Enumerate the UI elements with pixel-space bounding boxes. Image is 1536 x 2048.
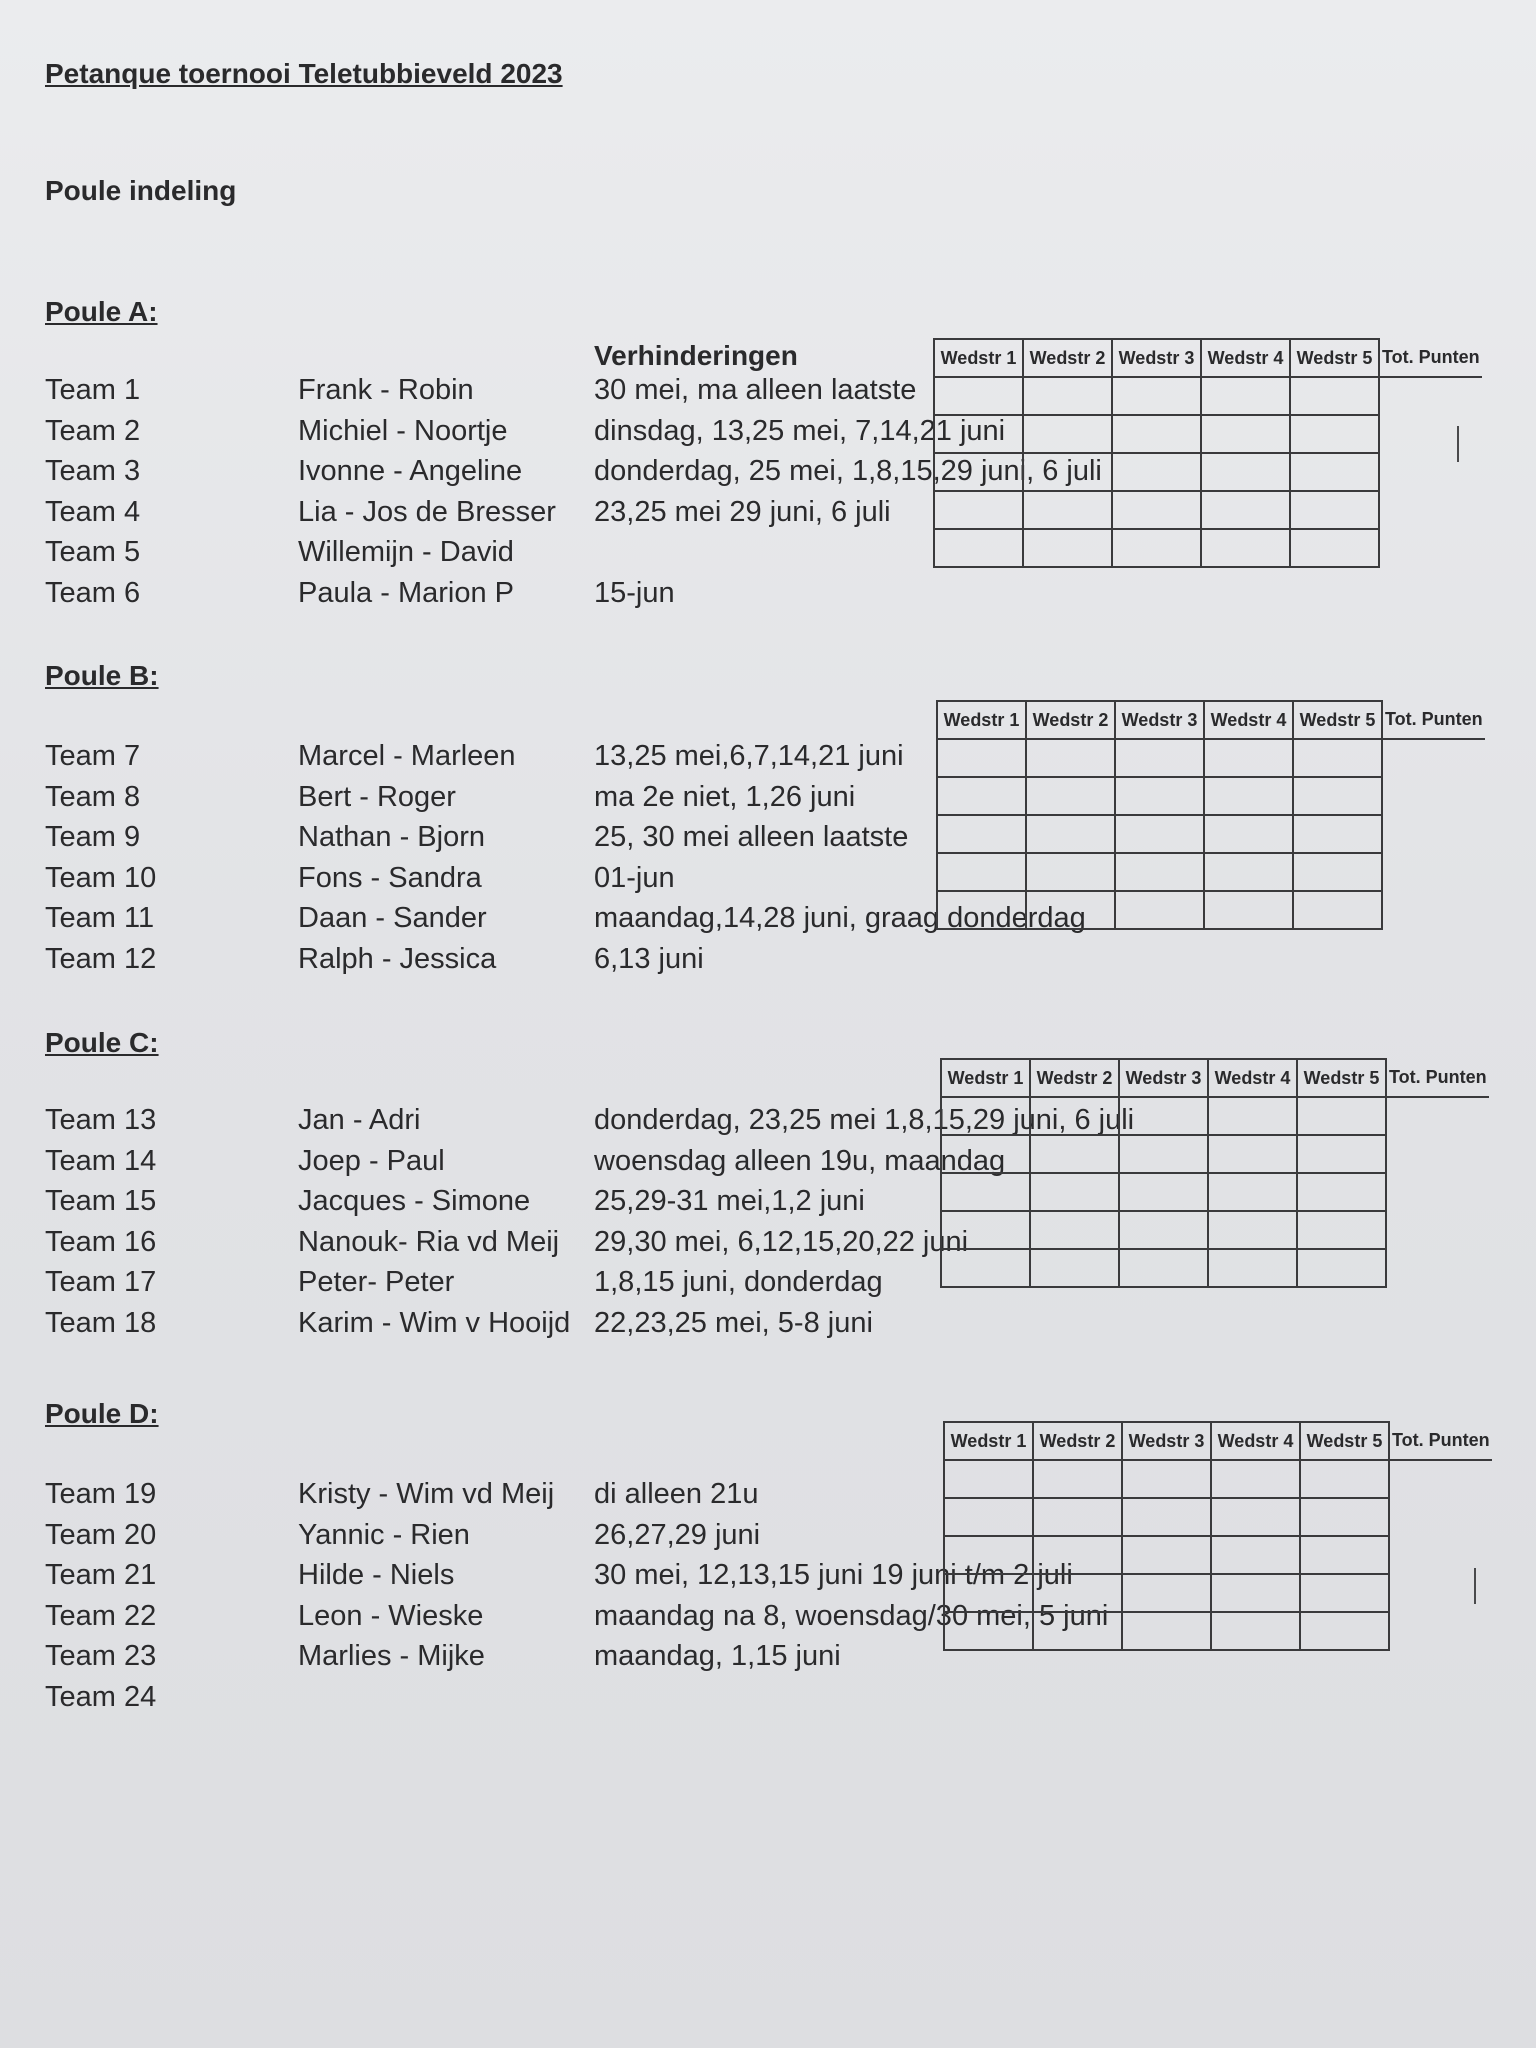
team-name: Team 10 (45, 861, 157, 894)
poule-heading: Poule A: (45, 296, 158, 327)
team-players: Nanouk- Ria vd Meij (298, 1225, 560, 1258)
team-players: Hilde - Niels (298, 1559, 455, 1592)
grid-header: Wedstr 2 (1030, 1059, 1119, 1097)
team-players: Jacques - Simone (298, 1185, 531, 1218)
team-absence: 1,8,15 juni, donderdag (594, 1266, 883, 1299)
team-absence: maandag na 8, woensdag/30 mei, 5 juni (594, 1599, 1109, 1632)
document-title: Petanque toernooi Teletubbieveld 2023 (45, 58, 563, 89)
grid-header: Wedstr 1 (937, 701, 1026, 739)
score-cell (1122, 1536, 1211, 1574)
score-cell (1023, 453, 1112, 491)
score-cell (1208, 1249, 1297, 1287)
score-cell (934, 377, 1023, 415)
score-cell (1119, 1211, 1208, 1249)
grid-header: Tot. Punten (1389, 1422, 1492, 1460)
team-name: Team 9 (45, 821, 141, 854)
score-cell (1204, 853, 1293, 891)
team-absence: 25,29-31 mei,1,2 juni (594, 1185, 865, 1218)
team-absence: 30 mei, ma alleen laatste (594, 374, 917, 406)
score-cell (1201, 453, 1290, 491)
score-cell (1293, 739, 1382, 777)
score-cell (1033, 1536, 1122, 1574)
poule-heading: Poule C: (45, 1027, 159, 1058)
score-cell (1204, 891, 1293, 929)
score-cell (1033, 1498, 1122, 1536)
grid-header: Wedstr 1 (941, 1059, 1030, 1097)
score-cell (1112, 415, 1201, 453)
score-cell (1300, 1574, 1389, 1612)
grid-header: Wedstr 3 (1122, 1422, 1211, 1460)
score-cell (1290, 377, 1379, 415)
team-players: Marcel - Marleen (298, 740, 516, 772)
grid-header: Wedstr 5 (1290, 339, 1379, 377)
team-players: Ralph - Jessica (298, 943, 497, 975)
score-cell (934, 491, 1023, 529)
score-cell (934, 529, 1023, 567)
score-cell (1382, 815, 1485, 853)
score-cell (1023, 415, 1112, 453)
score-cell (1382, 891, 1485, 929)
score-cell (1379, 415, 1482, 453)
score-cell (1201, 377, 1290, 415)
score-cell (1389, 1460, 1492, 1498)
score-cell (1026, 891, 1115, 929)
team-name: Team 7 (45, 740, 141, 772)
team-name: Team 20 (45, 1518, 157, 1551)
score-cell (1389, 1574, 1492, 1612)
team-absence: 30 mei, 12,13,15 juni 19 juni t/m 2 juli (594, 1559, 1073, 1592)
team-absence: 29,30 mei, 6,12,15,20,22 juni (594, 1225, 969, 1258)
team-players: Bert - Roger (298, 780, 456, 813)
team-name: Team 14 (45, 1144, 157, 1177)
score-cell (1211, 1460, 1300, 1498)
score-cell (1115, 815, 1204, 853)
team-absence: donderdag, 23,25 mei 1,8,15,29 juni, 6 juli (594, 1104, 1135, 1136)
team-absence: 23,25 mei 29 juni, 6 juli (594, 495, 891, 528)
team-name: Team 12 (45, 943, 157, 975)
grid-header: Wedstr 2 (1023, 339, 1112, 377)
score-cell (1290, 529, 1379, 567)
grid-header: Tot. Punten (1382, 701, 1485, 739)
team-absence: di alleen 21u (594, 1478, 759, 1510)
grid-header: Wedstr 4 (1208, 1059, 1297, 1097)
score-cell (1115, 853, 1204, 891)
score-grid (940, 1058, 1489, 1288)
score-cell (941, 1249, 1030, 1287)
score-cell (1208, 1173, 1297, 1211)
team-players: Jan - Adri (298, 1104, 421, 1136)
team-name: Team 8 (45, 780, 141, 813)
score-cell (1115, 777, 1204, 815)
score-cell (1112, 491, 1201, 529)
team-name: Team 4 (45, 495, 141, 528)
poule-heading: Poule B: (45, 660, 159, 691)
score-cell (1201, 529, 1290, 567)
team-players: Karim - Wim v Hooijd (298, 1307, 571, 1339)
score-cell (1293, 853, 1382, 891)
score-cell (1300, 1498, 1389, 1536)
score-cell (941, 1097, 1030, 1135)
score-cell (1115, 891, 1204, 929)
team-absence: 26,27,29 juni (594, 1518, 761, 1551)
team-players: Joep - Paul (298, 1144, 445, 1177)
score-cell (1300, 1536, 1389, 1574)
score-cell (1030, 1249, 1119, 1287)
score-cell (1379, 453, 1482, 491)
grid-header: Wedstr 4 (1211, 1422, 1300, 1460)
team-name: Team 13 (45, 1104, 157, 1136)
team-name: Team 22 (45, 1599, 157, 1632)
team-name: Team 17 (45, 1266, 157, 1299)
team-players: Yannic - Rien (298, 1518, 470, 1551)
score-cell (1208, 1097, 1297, 1135)
score-cell (1290, 415, 1379, 453)
score-cell (1119, 1135, 1208, 1173)
score-cell (1211, 1536, 1300, 1574)
team-players: Paula - Marion P (298, 577, 514, 609)
score-grid (936, 700, 1485, 930)
team-absence: ma 2e niet, 1,26 juni (594, 780, 856, 813)
team-players: Michiel - Noortje (298, 414, 508, 447)
grid-header: Tot. Punten (1379, 339, 1482, 377)
score-cell (937, 739, 1026, 777)
score-cell (1389, 1498, 1492, 1536)
team-absence: 25, 30 mei alleen laatste (594, 821, 909, 854)
score-cell (1293, 777, 1382, 815)
team-row (0, 577, 1536, 617)
score-cell (1033, 1612, 1122, 1650)
grid-header: Tot. Punten (1386, 1059, 1489, 1097)
team-absence: donderdag, 25 mei, 1,8,15,29 juni, 6 juli (594, 455, 1102, 488)
score-cell (1204, 777, 1293, 815)
team-players: Fons - Sandra (298, 861, 482, 894)
score-cell (941, 1211, 1030, 1249)
poule-heading: Poule D: (45, 1398, 159, 1429)
score-cell (1030, 1211, 1119, 1249)
score-cell (1379, 529, 1482, 567)
team-name: Team 5 (45, 536, 141, 569)
score-cell (1300, 1460, 1389, 1498)
team-name: Team 11 (45, 902, 155, 935)
score-cell (1382, 777, 1485, 815)
absence-column-heading: Verhinderingen (594, 340, 798, 371)
team-absence: maandag, 1,15 juni (594, 1640, 841, 1673)
team-name: Team 18 (45, 1307, 157, 1339)
score-cell (1033, 1460, 1122, 1498)
score-cell (1389, 1536, 1492, 1574)
score-cell (1297, 1135, 1386, 1173)
team-absence: maandag,14,28 juni, graag donderdag (594, 902, 1086, 935)
score-cell (1211, 1612, 1300, 1650)
score-cell (1386, 1097, 1489, 1135)
score-cell (1122, 1460, 1211, 1498)
score-cell (1023, 491, 1112, 529)
team-players: Ivonne - Angeline (298, 455, 523, 488)
team-name: Team 19 (45, 1478, 157, 1510)
team-players: Willemijn - David (298, 536, 514, 569)
team-absence: woensdag alleen 19u, maandag (594, 1144, 1006, 1177)
score-cell (941, 1173, 1030, 1211)
score-cell (1386, 1135, 1489, 1173)
team-name: Team 1 (45, 374, 141, 406)
team-name: Team 3 (45, 455, 141, 488)
score-cell (937, 853, 1026, 891)
score-grid (943, 1421, 1492, 1651)
document-subtitle: Poule indeling (45, 175, 237, 206)
score-cell (1204, 815, 1293, 853)
score-cell (934, 415, 1023, 453)
score-cell (1026, 777, 1115, 815)
score-cell (1122, 1612, 1211, 1650)
score-cell (1023, 529, 1112, 567)
score-cell (1211, 1498, 1300, 1536)
score-cell (944, 1460, 1033, 1498)
score-cell (1300, 1612, 1389, 1650)
score-cell (1290, 491, 1379, 529)
team-players: Leon - Wieske (298, 1599, 484, 1632)
grid-header: Wedstr 3 (1119, 1059, 1208, 1097)
score-cell (1290, 453, 1379, 491)
score-cell (934, 453, 1023, 491)
team-name: Team 23 (45, 1640, 157, 1673)
team-row (0, 1681, 1536, 1721)
grid-header: Wedstr 2 (1026, 701, 1115, 739)
score-cell (1293, 891, 1382, 929)
grid-header: Wedstr 1 (944, 1422, 1033, 1460)
pen-mark (1457, 426, 1459, 462)
score-cell (944, 1536, 1033, 1574)
score-cell (937, 891, 1026, 929)
score-cell (1386, 1173, 1489, 1211)
grid-header: Wedstr 3 (1112, 339, 1201, 377)
score-cell (944, 1574, 1033, 1612)
score-cell (1122, 1498, 1211, 1536)
score-cell (1122, 1574, 1211, 1612)
team-players: Marlies - Mijke (298, 1640, 485, 1673)
score-cell (1297, 1097, 1386, 1135)
team-name: Team 6 (45, 577, 141, 609)
score-cell (944, 1612, 1033, 1650)
score-cell (1379, 491, 1482, 529)
score-cell (1119, 1097, 1208, 1135)
grid-header: Wedstr 4 (1204, 701, 1293, 739)
team-name: Team 16 (45, 1225, 157, 1258)
score-cell (1026, 739, 1115, 777)
grid-header: Wedstr 4 (1201, 339, 1290, 377)
score-cell (1201, 491, 1290, 529)
team-absence: dinsdag, 13,25 mei, 7,14,21 juni (594, 414, 1006, 447)
score-cell (1297, 1211, 1386, 1249)
pen-mark (1474, 1568, 1476, 1604)
score-cell (1119, 1249, 1208, 1287)
team-name: Team 2 (45, 414, 141, 447)
team-absence: 01-jun (594, 861, 675, 894)
team-row (0, 943, 1536, 983)
score-cell (1386, 1249, 1489, 1287)
grid-header: Wedstr 5 (1300, 1422, 1389, 1460)
team-absence: 15-jun (594, 577, 675, 609)
grid-header: Wedstr 2 (1033, 1422, 1122, 1460)
score-cell (1112, 529, 1201, 567)
team-absence: 6,13 juni (594, 943, 704, 975)
team-name: Team 21 (45, 1559, 157, 1592)
score-cell (944, 1498, 1033, 1536)
score-cell (1211, 1574, 1300, 1612)
score-cell (1386, 1211, 1489, 1249)
score-cell (937, 777, 1026, 815)
team-players: Kristy - Wim vd Meij (298, 1478, 555, 1510)
score-cell (1201, 415, 1290, 453)
grid-header: Wedstr 3 (1115, 701, 1204, 739)
team-players: Peter- Peter (298, 1266, 455, 1299)
score-cell (941, 1135, 1030, 1173)
score-cell (937, 815, 1026, 853)
grid-header: Wedstr 1 (934, 339, 1023, 377)
team-absence: 22,23,25 mei, 5-8 juni (594, 1307, 873, 1339)
score-cell (1030, 1097, 1119, 1135)
team-row (0, 1307, 1536, 1347)
team-players: Daan - Sander (298, 902, 487, 935)
grid-header: Wedstr 5 (1297, 1059, 1386, 1097)
score-cell (1030, 1135, 1119, 1173)
score-cell (1119, 1173, 1208, 1211)
score-cell (1297, 1249, 1386, 1287)
team-players: Frank - Robin (298, 374, 474, 406)
score-cell (1026, 815, 1115, 853)
score-cell (1208, 1135, 1297, 1173)
team-players: Lia - Jos de Bresser (298, 495, 556, 528)
team-players: Nathan - Bjorn (298, 821, 485, 854)
team-name: Team 15 (45, 1185, 157, 1218)
score-cell (1112, 453, 1201, 491)
team-absence: 13,25 mei,6,7,14,21 juni (594, 740, 904, 772)
score-cell (1297, 1173, 1386, 1211)
score-cell (1115, 739, 1204, 777)
score-cell (1023, 377, 1112, 415)
score-cell (1382, 853, 1485, 891)
team-name: Team 24 (45, 1681, 157, 1713)
grid-header: Wedstr 5 (1293, 701, 1382, 739)
score-cell (1033, 1574, 1122, 1612)
score-cell (1208, 1211, 1297, 1249)
score-grid (933, 338, 1482, 568)
score-cell (1379, 377, 1482, 415)
score-cell (1112, 377, 1201, 415)
score-cell (1382, 739, 1485, 777)
score-cell (1030, 1173, 1119, 1211)
score-cell (1389, 1612, 1492, 1650)
score-cell (1293, 815, 1382, 853)
score-cell (1204, 739, 1293, 777)
score-cell (1026, 853, 1115, 891)
